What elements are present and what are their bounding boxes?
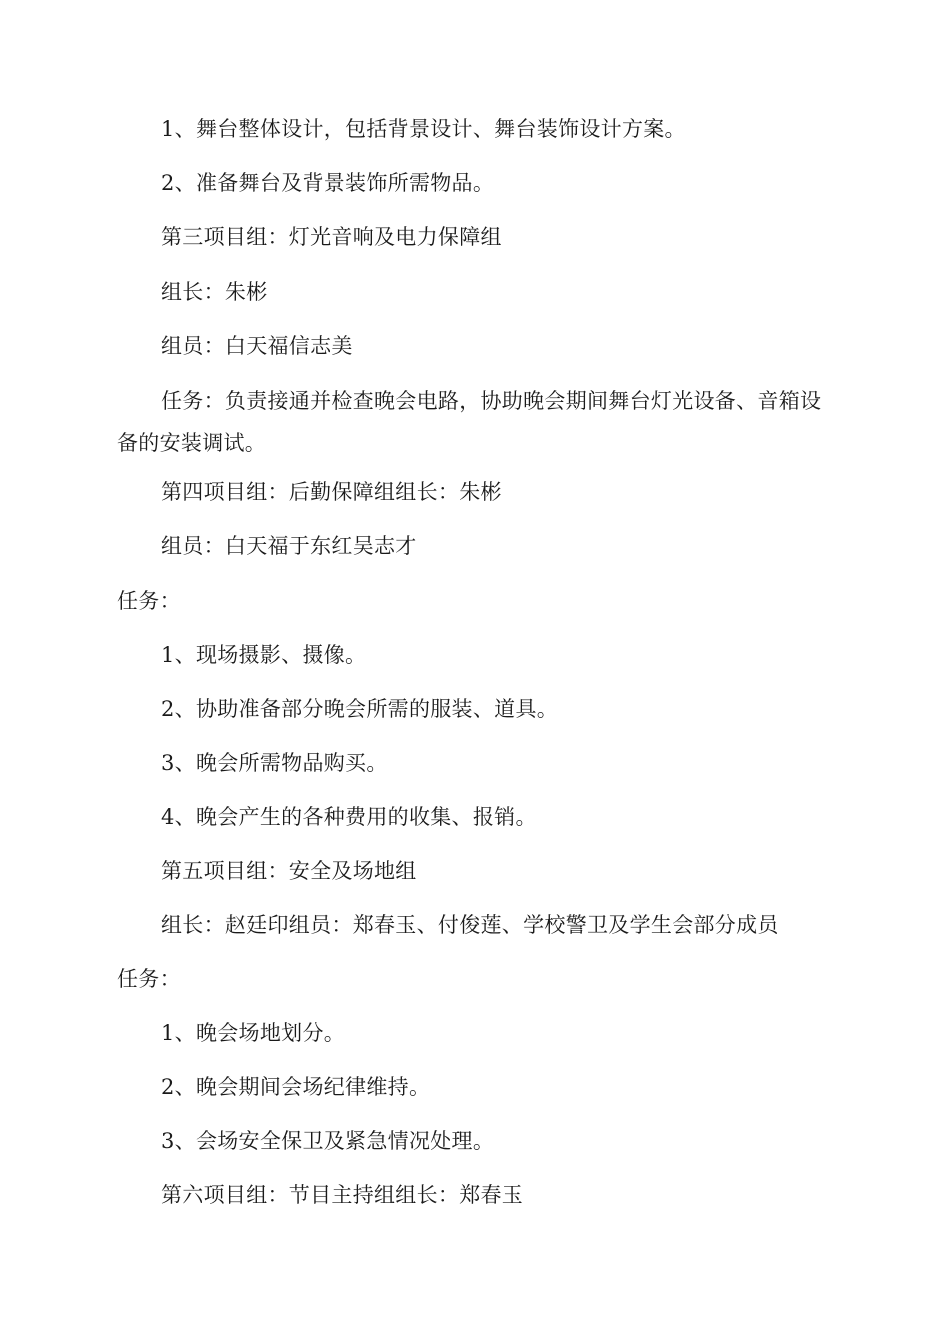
task-costumes-props: 2、协助准备部分晚会所需的服装、道具。 <box>161 697 559 721</box>
group-six-heading: 第六项目组：节目主持组组长：郑春玉 <box>161 1183 524 1207</box>
group-five-heading: 第五项目组：安全及场地组 <box>161 859 417 883</box>
group-five-task-label: 任务： <box>117 967 181 991</box>
task-discipline: 2、晚会期间会场纪律维持。 <box>161 1075 431 1099</box>
task-venue-division: 1、晚会场地划分。 <box>161 1021 346 1045</box>
task-expenses: 4、晚会产生的各种费用的收集、报销。 <box>161 805 537 829</box>
paragraph-stage-items: 2、准备舞台及背景装饰所需物品。 <box>161 171 495 195</box>
paragraph-stage-design: 1、舞台整体设计，包括背景设计、舞台装饰设计方案。 <box>161 117 686 141</box>
group-four-heading: 第四项目组：后勤保障组组长：朱彬 <box>161 480 502 504</box>
group-three-leader: 组长：朱彬 <box>161 280 268 304</box>
group-three-task: 任务：负责接通并检查晚会电路，协助晚会期间舞台灯光设备、音箱设备的安装调试。 <box>117 389 822 455</box>
group-three-heading: 第三项目组：灯光音响及电力保障组 <box>161 225 502 249</box>
group-five-leader-members: 组长：赵廷印组员：郑春玉、付俊莲、学校警卫及学生会部分成员 <box>161 913 779 937</box>
group-three-members: 组员：白天福信志美 <box>161 334 353 358</box>
task-photography: 1、现场摄影、摄像。 <box>161 643 367 667</box>
task-purchasing: 3、晚会所需物品购买。 <box>161 751 388 775</box>
group-four-task-label: 任务： <box>117 589 181 613</box>
task-security: 3、会场安全保卫及紧急情况处理。 <box>161 1129 495 1153</box>
group-four-members: 组员：白天福于东红吴志才 <box>161 534 417 558</box>
